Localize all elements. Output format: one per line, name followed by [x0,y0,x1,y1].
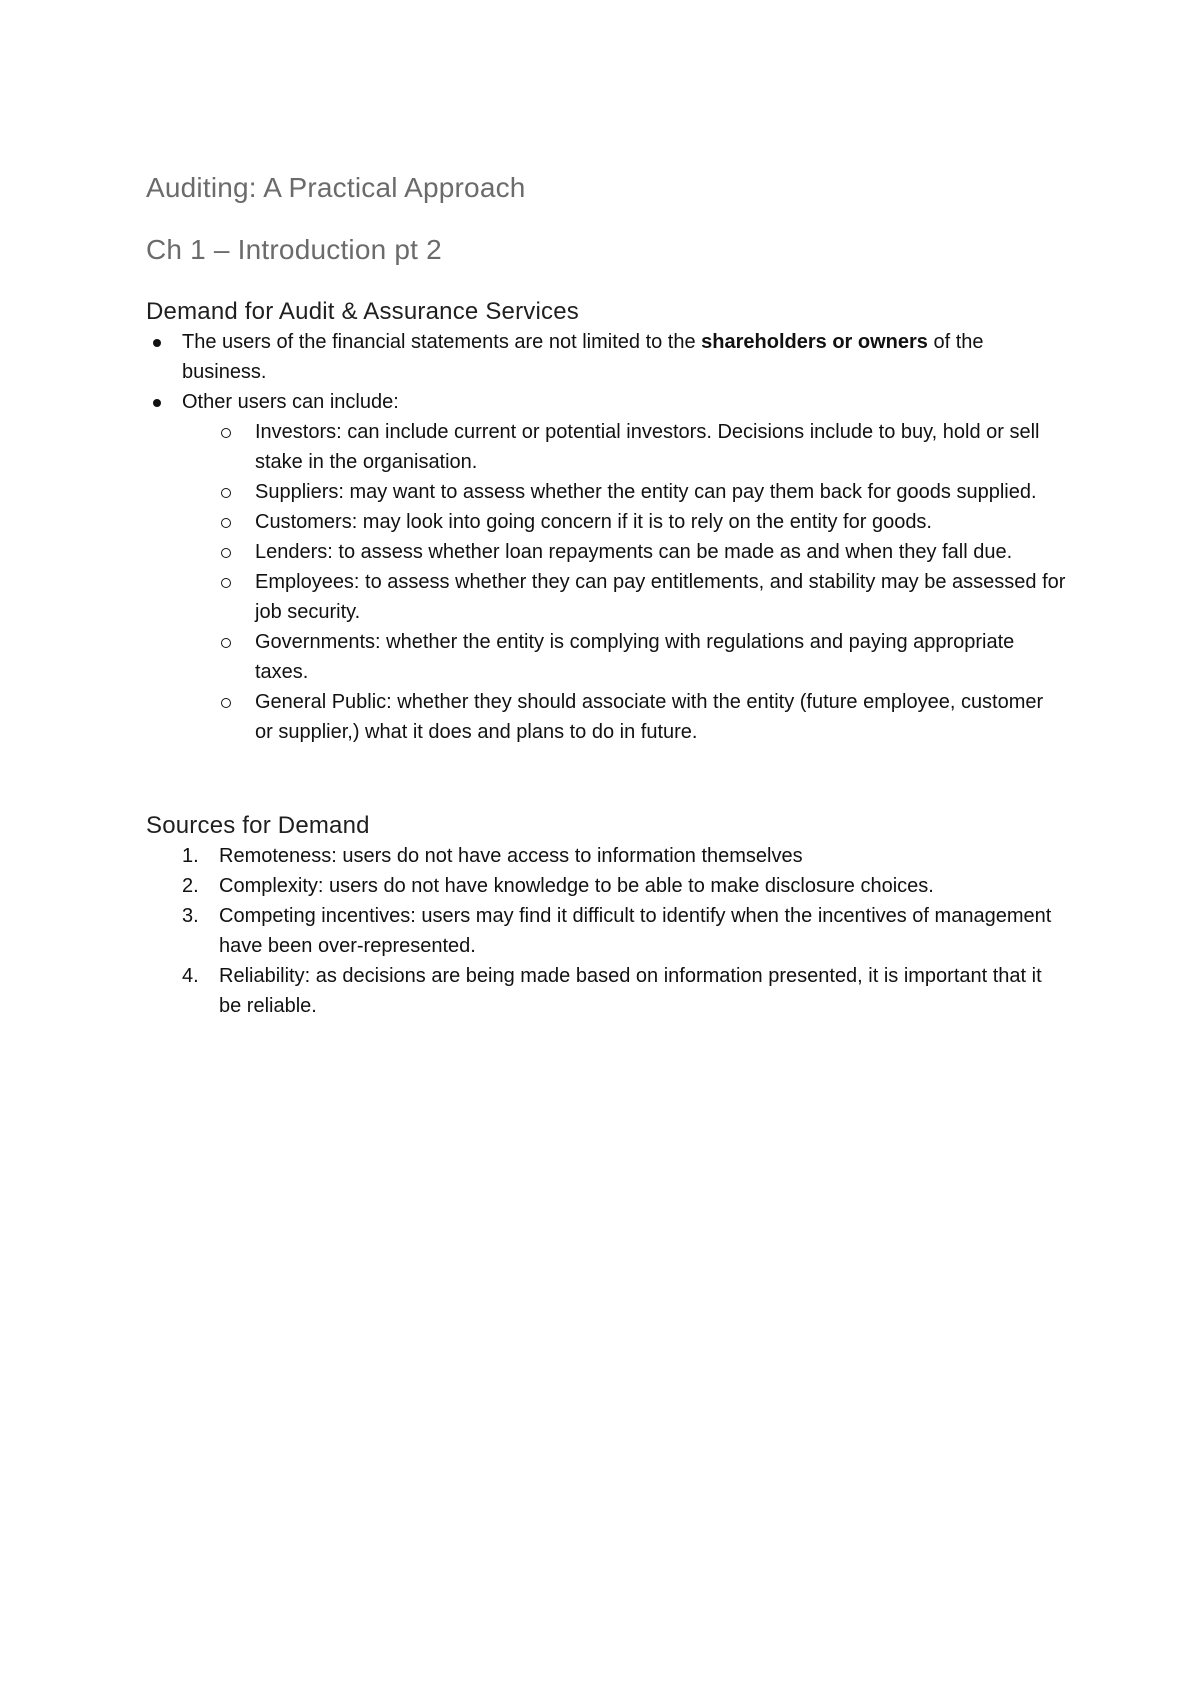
document-title: Auditing: A Practical Approach [146,172,526,203]
numbered-item: 3. Competing incentives: users may find it difficult to identify when the incentives of management have been over-represented. [146,901,1066,961]
sub-list-item: General Public: whether they should associate with the entity (future employee, customer or supplier,) what it does and plans to do in future. [146,687,1066,747]
item-number: 1. [182,845,199,867]
document-subtitle: Ch 1 – Introduction pt 2 [146,234,442,265]
demand-bullet-list [146,327,1066,747]
circle-bullet-icon [221,518,231,528]
bullet-icon [153,339,161,347]
circle-bullet-icon [221,698,231,708]
circle-bullet-icon [221,578,231,588]
sub-list-item: Suppliers: may want to assess whether the entity can pay them back for goods supplied. [146,477,1066,507]
circle-bullet-icon [221,488,231,498]
users-sub-list [146,417,1066,747]
document-content [146,168,1066,1021]
bullet-item [146,387,1066,747]
bold-phrase: shareholders or owners [701,331,928,353]
circle-bullet-icon [221,548,231,558]
numbered-item: 4. Reliability: as decisions are being made based on information presented, it is important that it be reliable. [146,961,1066,1021]
sub-list-item: Employees: to assess whether they can pay entitlements, and stability may be assessed for job security. [146,567,1066,627]
item-number: 4. [182,965,199,987]
sub-list-item: Governments: whether the entity is complying with regulations and paying appropriate taxes. [146,627,1066,687]
numbered-item: 2. Complexity: users do not have knowledge to be able to make disclosure choices. [146,871,1066,901]
bullet-icon [153,399,161,407]
sub-list-item: Investors: can include current or potential investors. Decisions include to buy, hold or sell stake in the organisation. [146,417,1066,477]
item-number: 2. [182,875,199,897]
circle-bullet-icon [221,638,231,648]
section-heading-demand: Demand for Audit & Assurance Services [146,298,579,325]
bullet-item [146,327,1066,387]
sources-numbered-list [146,841,1066,1021]
section-heading-sources: Sources for Demand [146,812,370,839]
circle-bullet-icon [221,428,231,438]
bullet-text: Other users can include: [182,391,399,413]
sub-list-item: Customers: may look into going concern if it is to rely on the entity for goods. [146,507,1066,537]
item-number: 3. [182,905,199,927]
sub-list-item: Lenders: to assess whether loan repayments can be made as and when they fall due. [146,537,1066,567]
bullet-text: The users of the financial statements are not limited to the shareholders or owners of the business. [182,331,984,383]
numbered-item: 1. Remoteness: users do not have access to information themselves [146,841,1066,871]
